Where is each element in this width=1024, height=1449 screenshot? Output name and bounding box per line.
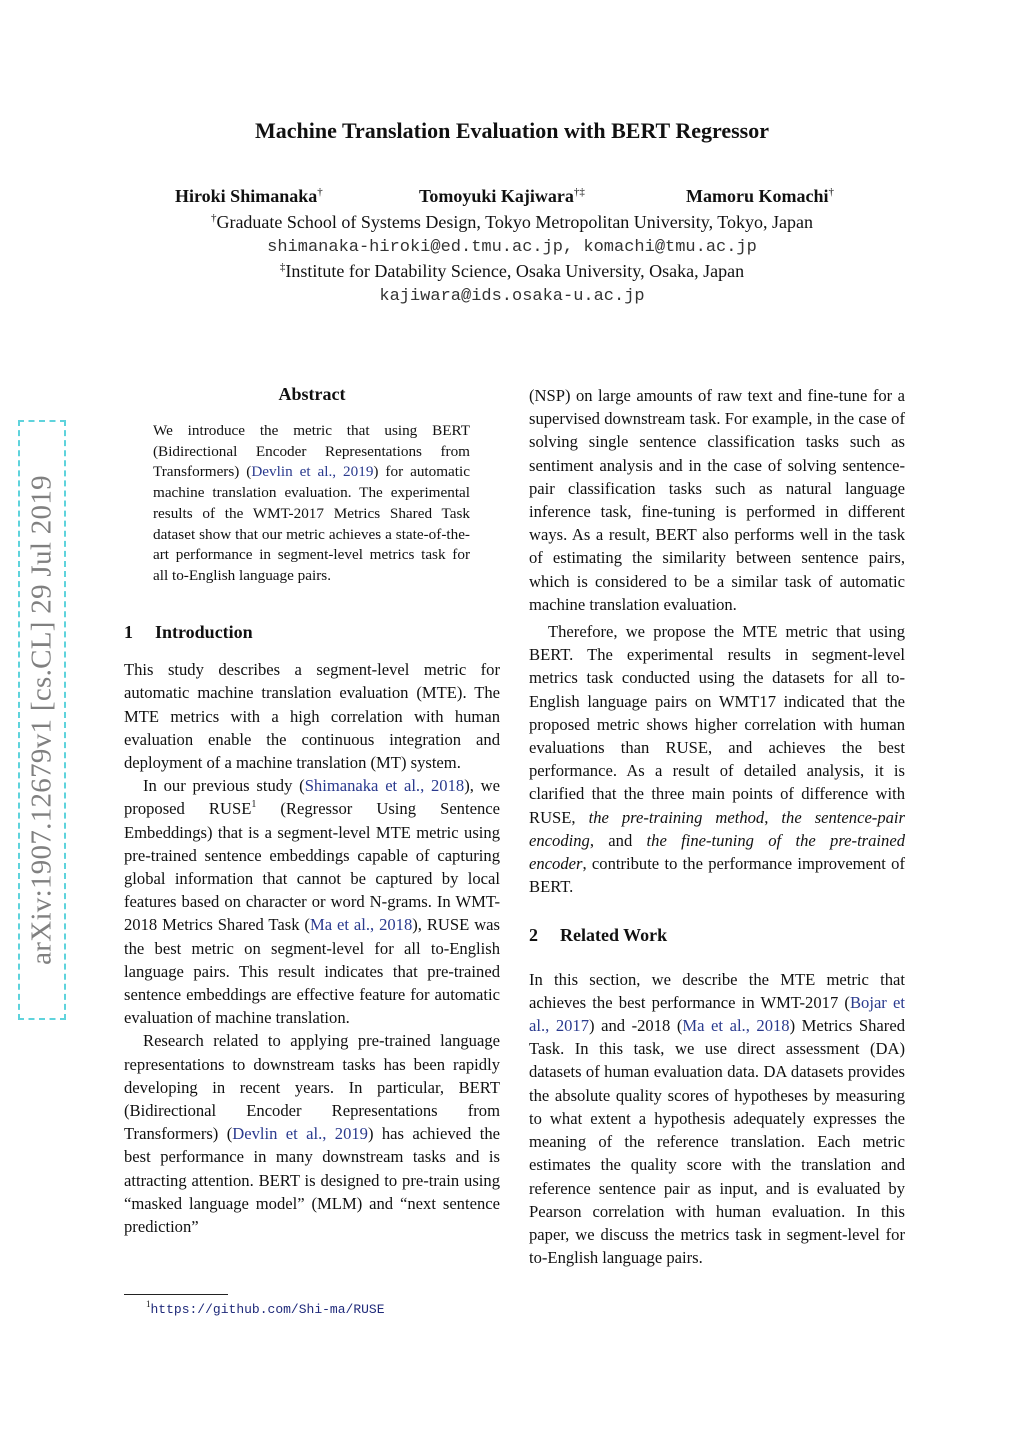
arxiv-stamp-text: arXiv:1907.12679v1 [cs.CL] 29 Jul 2019 <box>25 475 58 965</box>
paragraph: In our previous study (Shimanaka et al., 2018), we proposed RUSE$^1$ (Regressor Using Sentence Embeddings) that is a segment-level MTE metric using pre-trained sentence embeddings capable of capturing global information that cannot be captured by local features based on character or word N-grams. In WMT-2018 Metrics Shared Task (Ma et al., 2018), RUSE was the best metric on segment-level for all to-English language pairs. This result indicates that pre-trained sentence embeddings are effective feature for automatic evaluation of machine translation. <box>124 776 500 1028</box>
left-column <box>124 621 500 1238</box>
footnote-divider <box>124 1294 228 1295</box>
author-mark: †‡ <box>573 186 585 198</box>
arxiv-stamp[interactable] <box>18 420 66 1020</box>
author-shimanaka: Hiroki Shimanaka† <box>175 186 323 206</box>
abstract-body: We introduce the metric that using BERT (Bidirectional Encoder Representations from Transformers) (Devlin et al., 2019) for automatic machine translation evaluation. The experimental results of the WMT-2017 Metrics Shared Task dataset show that our metric achieves a state-of-the-art performance in segment-level metrics task for all to-English language pairs. <box>153 422 470 584</box>
affiliation-tmu: †Graduate School of Systems Design, Tokyo Metropolitan University, Tokyo, Japan <box>210 212 814 232</box>
citation-link[interactable]: Shimanaka et al., 2018 <box>304 776 465 796</box>
section-heading-introduction: 1 Introduction <box>124 622 253 642</box>
paragraph: Research related to applying pre-trained language representations to downstream tasks has been rapidly developing in recent years. In particular, BERT (Bidirectional Encoder Representations from Transformers) (Devlin et al., 2019) has achieved the best performance in many downstream tasks and is attracting attention. BERT is designed to pre-train using “masked language model” (MLM) and “next sentence prediction” <box>124 1031 500 1237</box>
right-column <box>529 384 905 1269</box>
citation-link[interactable]: Ma et al., 2018 <box>309 915 413 935</box>
author-mark: † <box>317 186 323 198</box>
citation-link[interactable]: Devlin et al., 2019 <box>251 463 374 481</box>
email-osaka[interactable]: kajiwara@ids.osaka-u.ac.jp <box>379 287 645 306</box>
citation-link[interactable]: Bojar et al., 2017 <box>529 992 905 1036</box>
paragraph: Therefore, we propose the MTE metric that using BERT. The experimental results in segment-level metrics task conducted using the datasets for all to-English language pairs on WMT17 indicated that the proposed metric shows higher correlation with human evaluations than RUSE, and achieves the best performance. As a result of detailed analysis, it is clarified that the three main points of difference with RUSE, the pre-training method, the sentence-pair encoding, and the fine-tuning of the pre-trained encoder, contribute to the performance improvement of BERT. <box>529 622 905 897</box>
email-tmu[interactable]: shimanaka-hiroki@ed.tmu.ac.jp, komachi@tmu.ac.jp <box>267 238 757 257</box>
footnote-url-link[interactable]: https://github.com/Shi-ma/RUSE <box>150 1302 385 1317</box>
footnote: $^1$https://github.com/Shi-ma/RUSE <box>146 1299 385 1317</box>
paragraph: In this section, we describe the MTE metric that achieves the best performance in WMT-2017 (Bojar et al., 2017) and -2018 (Ma et al., 2018) Metrics Shared Task. In this task, we use direct assessment (DA) datasets of human evaluation data. DA datasets provides the absolute quality scores of hypotheses by measuring to what extent a hypothesis adequately expresses the meaning of the reference translation. Each metric estimates the quality score with the translation and reference sentence pair as input, and is evaluated by Pearson correlation with human evaluation. In this paper, we discuss the metrics task in segment-level for to-English language pairs. <box>529 969 905 1268</box>
affiliation-osaka: ‡Institute for Datability Science, Osaka University, Osaka, Japan <box>279 261 745 281</box>
citation-link[interactable]: Ma et al., 2018 <box>682 1016 790 1036</box>
paper-title: Machine Translation Evaluation with BERT Regressor <box>254 118 770 143</box>
author-kajiwara: Tomoyuki Kajiwara†‡ <box>419 186 585 206</box>
section-heading-related-work: 2 Related Work <box>529 925 668 946</box>
author-komachi: Mamoru Komachi† <box>686 186 834 206</box>
author-mark: † <box>828 186 834 198</box>
citation-link[interactable]: Devlin et al., 2019 <box>232 1124 368 1144</box>
author-list <box>0 186 1024 210</box>
paragraph: (NSP) on large amounts of raw text and fine-tune for a supervised downstream task. For example, in the case of solving single sentence classification tasks such as sentiment analysis and in the case of solving sentence-pair classification tasks such as natural language inference task, fine-tuning is performed in different ways. As a result, BERT also performs well in the task of estimating the similarity between sentence pairs, which is considered to be a similar task of automatic machine translation evaluation. <box>529 386 905 614</box>
paragraph: This study describes a segment-level metric for automatic machine translation evaluation (MTE). The MTE metrics with a high correlation with human evaluation enable the continuous integration and deployment of a machine translation (MT) system. <box>124 660 500 773</box>
footnote-mark[interactable]: 1 <box>251 799 257 811</box>
abstract-heading: Abstract <box>278 384 346 404</box>
